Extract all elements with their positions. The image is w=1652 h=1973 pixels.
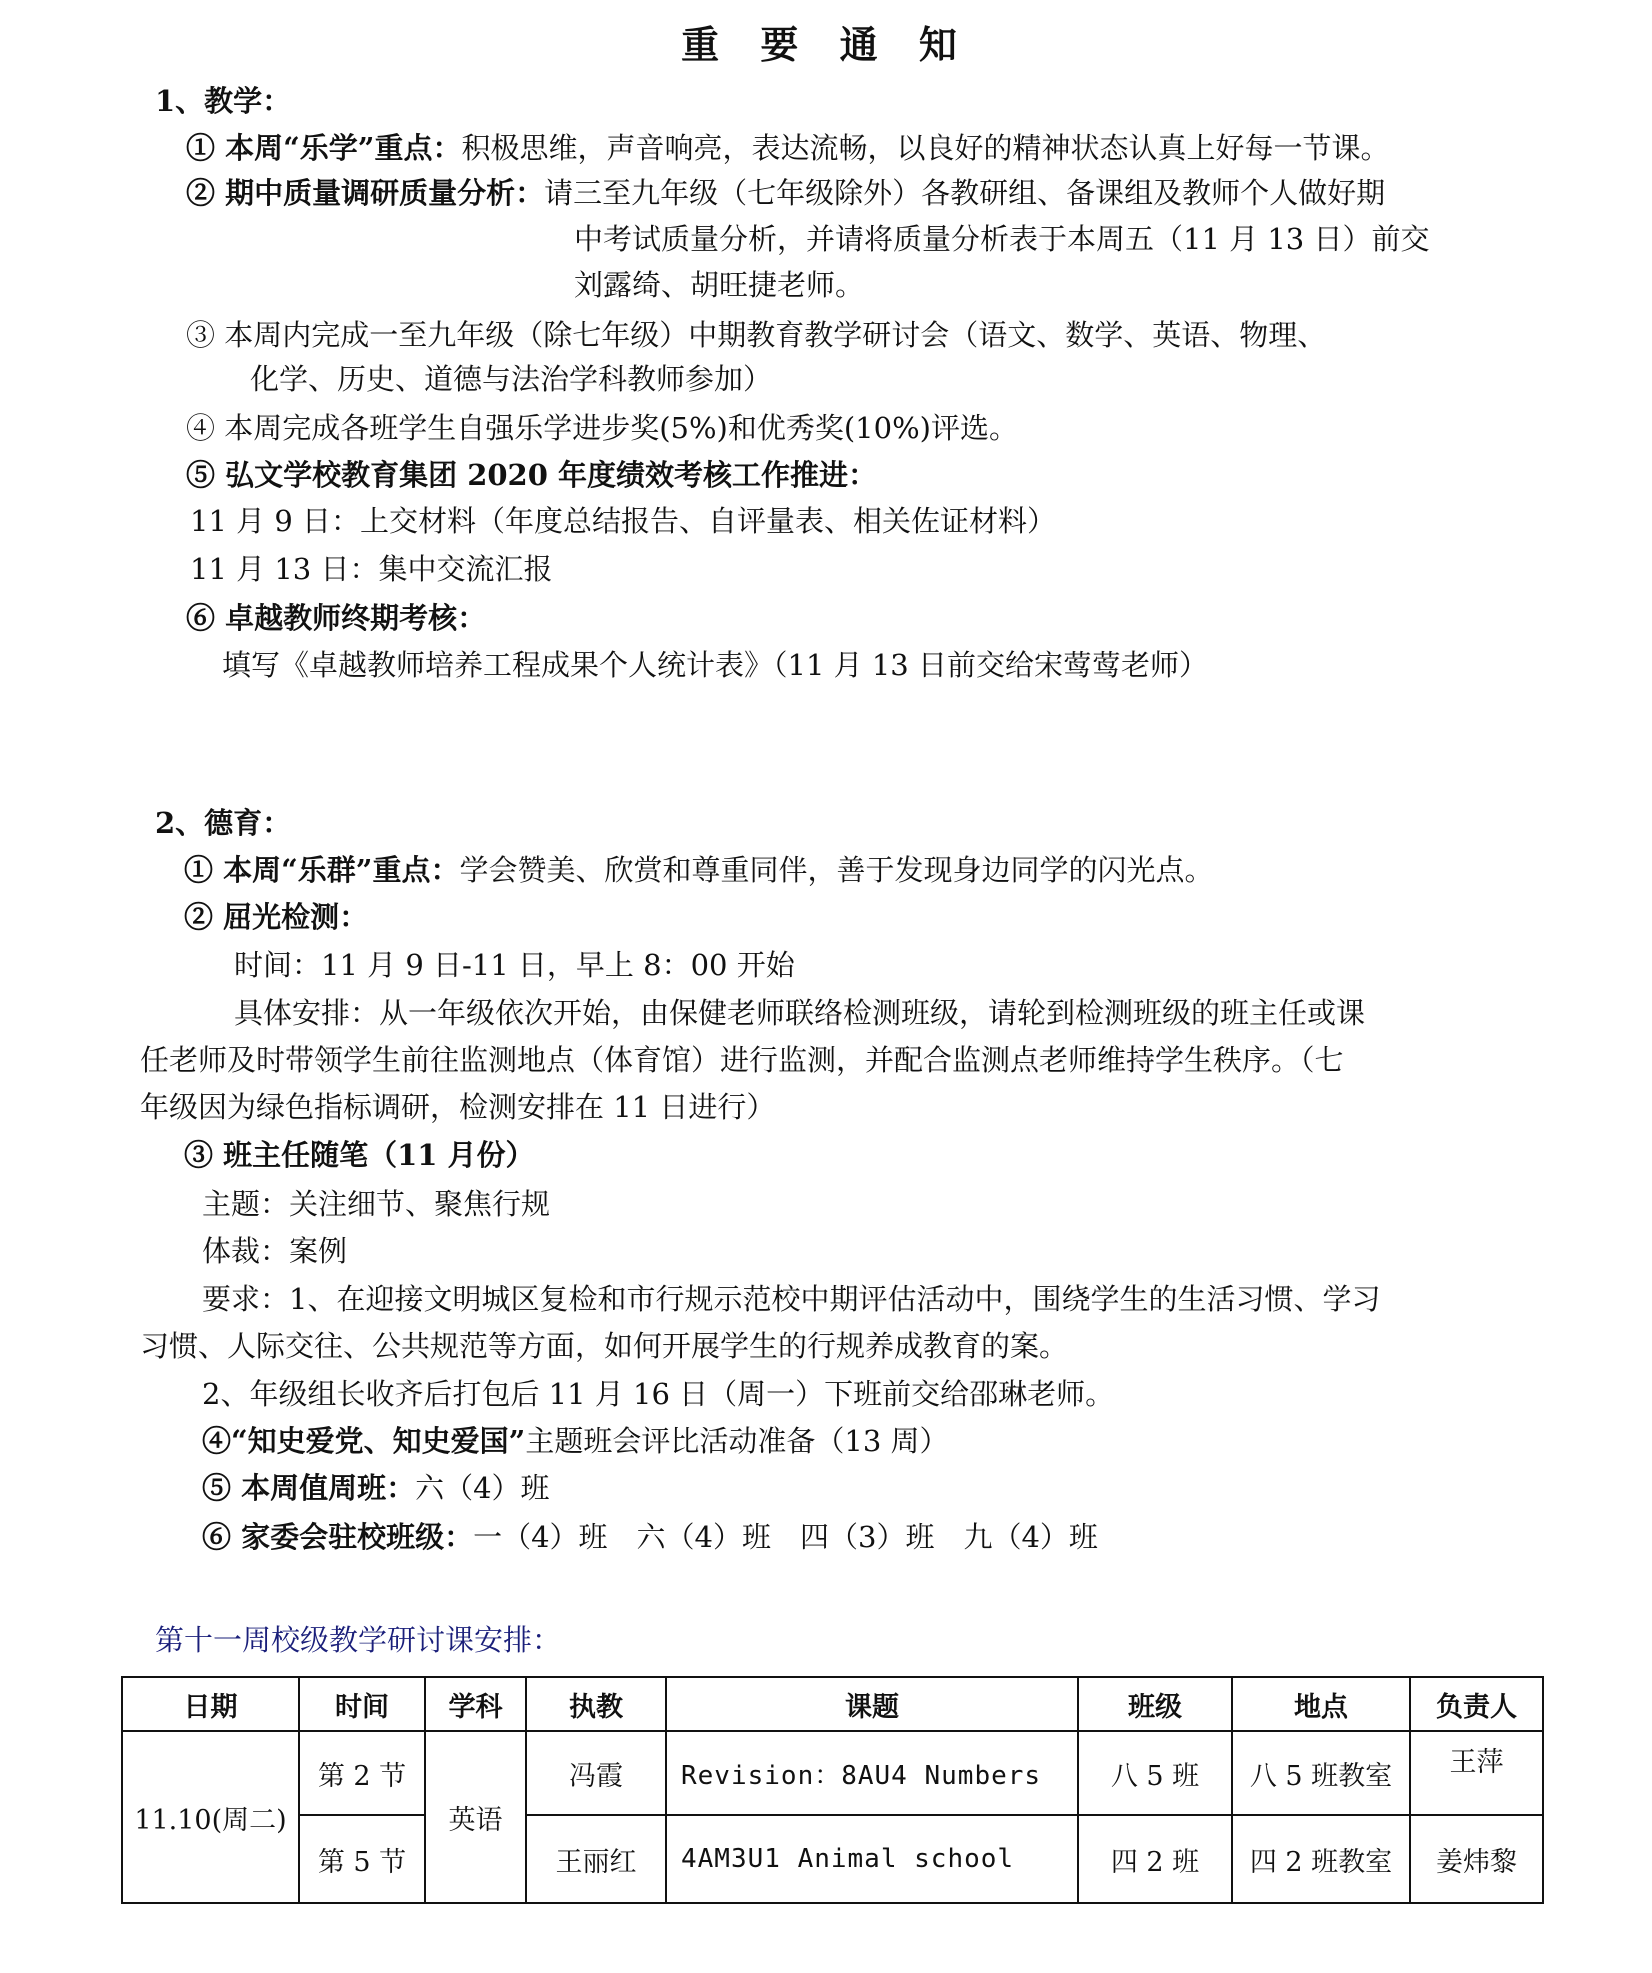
moral-item-1-text: 学会赞美、欣赏和尊重同伴，善于发现身边同学的闪光点。	[459, 853, 1214, 887]
moral-item-2-arrangement-1: 具体安排：从一年级依次开始，由保健老师联络检测班级，请轮到检测班级的班主任或课	[234, 996, 1366, 1030]
moral-item-3-requirement-2: 习惯、人际交往、公共规范等方面，如何开展学生的行规养成教育的案。	[140, 1329, 1069, 1363]
moral-item-2-label: ② 屈光检测：	[184, 900, 369, 934]
page-title: 重 要 通 知	[681, 22, 971, 67]
moral-item-4-text: 主题班会评比活动准备（13 周）	[525, 1424, 949, 1458]
teaching-item-2-line-1: 请三至九年级（七年级除外）各教研组、备课组及教师个人做好期	[544, 176, 1386, 210]
teaching-item-5-line-1: 11 月 9 日：上交材料（年度总结报告、自评量表、相关佐证材料）	[190, 504, 1057, 538]
moral-item-4-label: ④“知史爱党、知史爱国”	[202, 1424, 526, 1458]
teaching-item-3-line-2: 化学、历史、道德与法治学科教师参加）	[250, 362, 773, 396]
class-cell: 八 5 班	[1078, 1731, 1232, 1815]
teaching-item-4: ④ 本周完成各班学生自强乐学进步奖(5%)和优秀奖(10%)评选。	[186, 411, 1018, 445]
teaching-item-6-line-1: 填写《卓越教师培养工程成果个人统计表》（11 月 13 日前交给宋莺莺老师）	[222, 648, 1208, 682]
topic-cell: Revision：8AU4 Numbers	[666, 1731, 1078, 1815]
moral-heading: 2、德育：	[155, 806, 292, 840]
moral-item-6	[202, 1520, 1098, 1555]
teaching-item-2-line-2: 中考试质量分析，并请将质量分析表于本周五（11 月 13 日）前交	[574, 222, 1430, 256]
table-row	[122, 1731, 1543, 1815]
moral-item-5	[202, 1471, 550, 1506]
teacher-cell: 冯霞	[526, 1731, 666, 1815]
moral-item-6-label: ⑥ 家委会驻校班级：	[202, 1520, 474, 1554]
schedule-heading: 第十一周校级教学研讨课安排：	[155, 1623, 562, 1657]
teacher-cell: 王丽红	[526, 1815, 666, 1903]
teaching-item-2	[186, 176, 1385, 211]
moral-item-2-arrangement-3: 年级因为绿色指标调研，检测安排在 11 日进行）	[140, 1090, 776, 1124]
teaching-item-2-label: ② 期中质量调研质量分析：	[186, 176, 545, 210]
teaching-item-6-label: ⑥ 卓越教师终期考核：	[186, 601, 487, 635]
teaching-item-1-text: 积极思维，声音响亮，表达流畅，以良好的精神状态认真上好每一节课。	[461, 131, 1390, 165]
table-row	[122, 1815, 1543, 1903]
column-header: 日期	[122, 1677, 299, 1731]
column-header: 时间	[299, 1677, 425, 1731]
moral-item-3-requirement-3: 2、年级组长收齐后打包后 11 月 16 日（周一）下班前交给邵琳老师。	[202, 1377, 1115, 1411]
moral-item-1	[184, 853, 1213, 888]
column-header: 负责人	[1410, 1677, 1543, 1731]
table-header-row	[122, 1677, 1543, 1731]
schedule-table	[121, 1676, 1544, 1904]
column-header: 课题	[666, 1677, 1078, 1731]
time-cell: 第 2 节	[299, 1731, 425, 1815]
place-cell: 八 5 班教室	[1232, 1731, 1410, 1815]
moral-item-5-text: 六（4）班	[415, 1471, 550, 1505]
moral-item-4	[202, 1424, 949, 1459]
teaching-item-1	[186, 131, 1389, 166]
column-header: 执教	[526, 1677, 666, 1731]
date-cell: 11.10(周二)	[122, 1731, 299, 1903]
owner-cell: 王萍	[1410, 1731, 1543, 1815]
moral-item-6-text: 一（4）班 六（4）班 四（3）班 九（4）班	[473, 1520, 1098, 1554]
teaching-item-5-label: ⑤ 弘文学校教育集团 2020 年度绩效考核工作推进：	[186, 458, 878, 492]
moral-item-3-theme: 主题：关注细节、聚焦行规	[202, 1187, 551, 1221]
teaching-item-1-label: ① 本周“乐学”重点：	[186, 131, 462, 165]
column-header: 班级	[1078, 1677, 1232, 1731]
place-cell: 四 2 班教室	[1232, 1815, 1410, 1903]
teaching-item-2-line-3: 刘露绮、胡旺捷老师。	[574, 268, 865, 302]
column-header: 学科	[425, 1677, 526, 1731]
owner-cell: 姜炜黎	[1410, 1815, 1543, 1903]
moral-item-2-time: 时间：11 月 9 日-11 日，早上 8：00 开始	[234, 948, 795, 982]
subject-cell: 英语	[425, 1731, 526, 1903]
topic-cell: 4AM3U1 Animal school	[666, 1815, 1078, 1903]
time-cell: 第 5 节	[299, 1815, 425, 1903]
moral-item-5-label: ⑤ 本周值周班：	[202, 1471, 416, 1505]
teaching-heading: 1、教学：	[155, 84, 292, 118]
moral-item-3-label: ③ 班主任随笔（11 月份）	[184, 1138, 535, 1172]
teaching-item-5-line-2: 11 月 13 日：集中交流汇报	[190, 552, 553, 586]
class-cell: 四 2 班	[1078, 1815, 1232, 1903]
moral-item-3-genre: 体裁：案例	[202, 1234, 348, 1268]
teaching-item-3-line-1: ③ 本周内完成一至九年级（除七年级）中期教育教学研讨会（语文、数学、英语、物理、	[186, 318, 1327, 352]
moral-item-3-requirement-1: 要求：1、在迎接文明城区复检和市行规示范校中期评估活动中，围绕学生的生活习惯、学习	[202, 1282, 1381, 1316]
column-header: 地点	[1232, 1677, 1410, 1731]
moral-item-1-label: ① 本周“乐群”重点：	[184, 853, 460, 887]
moral-item-2-arrangement-2: 任老师及时带领学生前往监测地点（体育馆）进行监测，并配合监测点老师维持学生秩序。（七	[140, 1043, 1344, 1077]
